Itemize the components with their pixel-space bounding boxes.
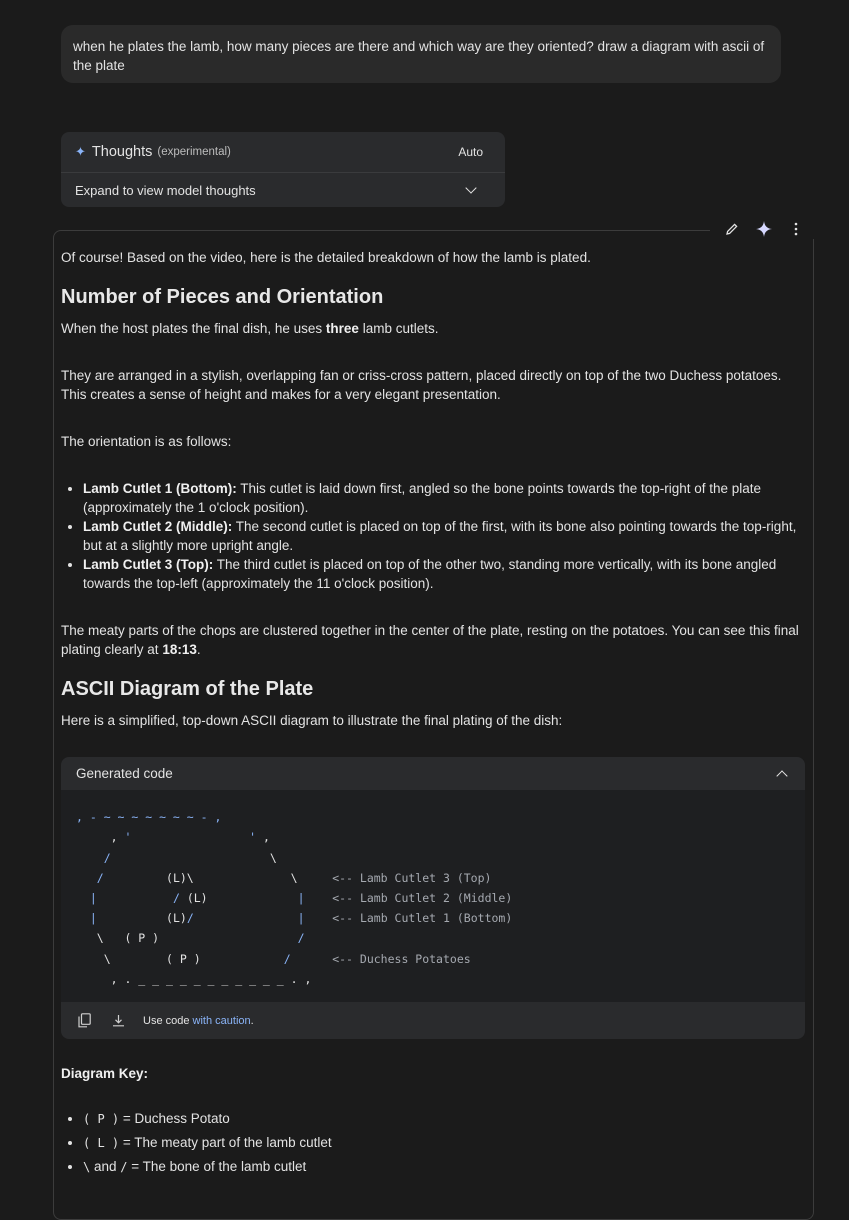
- pencil-icon[interactable]: [716, 219, 748, 239]
- chevron-down-icon: [465, 182, 476, 193]
- heading-pieces: Number of Pieces and Orientation: [61, 286, 384, 308]
- code-block-footer: [61, 1002, 805, 1039]
- thoughts-experimental-label: (experimental): [157, 146, 231, 158]
- sparkle-icon[interactable]: [748, 219, 780, 239]
- code-line: , ' ' ,: [76, 830, 270, 844]
- code-body: [61, 790, 805, 1002]
- paragraph-diagram-intro: Here is a simplified, top-down ASCII diagram to illustrate the final plating of the dish:: [61, 713, 563, 728]
- more-vert-icon[interactable]: [780, 219, 812, 239]
- thoughts-mode[interactable]: Auto: [458, 145, 483, 159]
- expand-thoughts-label: Expand to view model thoughts: [75, 182, 256, 198]
- thoughts-title: Thoughts: [91, 144, 153, 160]
- thoughts-panel: [61, 132, 505, 207]
- paragraph-meaty-parts: The meaty parts of the chops are clustered together in the center of the plate, resting on the potatoes. You can see this final plating clearly at 18:13.: [61, 623, 799, 657]
- list-item: • ( L ) = The meaty part of the lamb cutlet: [83, 1131, 801, 1155]
- sparkle-icon: ✦: [75, 144, 86, 159]
- response-content: [61, 248, 801, 730]
- response-intro: Of course! Based on the video, here is the detailed breakdown of how the lamb is plated.: [61, 250, 591, 265]
- code-block: [61, 757, 805, 1039]
- code-line: / (L)\ \ <-- Lamb Cutlet 3 (Top): [96, 871, 492, 885]
- code-line: , - ~ ~ ~ ~ ~ ~ ~ - ,: [76, 810, 222, 824]
- diagram-key-list: [61, 1107, 801, 1179]
- user-prompt-text: when he plates the lamb, how many pieces are there and which way are they oriented? draw a diagram with ascii of the plate: [73, 39, 765, 73]
- paragraph-arrangement: They are arranged in a stylish, overlapping fan or criss-cross pattern, placed directly on top of the two Duchess potatoes. This creates a sense of height and makes for a very elegant presentation.: [61, 368, 782, 402]
- orientation-list: [61, 479, 801, 593]
- list-item: • Lamb Cutlet 1 (Bottom): This cutlet is laid down first, angled so the bone points towards the top-right of the plate (approximately the 1 o'clock position).: [83, 479, 801, 517]
- paragraph-three-cutlets: When the host plates the final dish, he uses three lamb cutlets.: [61, 321, 439, 336]
- code-line: \ ( P ) / <-- Duchess Potatoes: [76, 952, 471, 966]
- code-line: \ ( P ) /: [76, 931, 305, 945]
- code-line: | / (L) | <-- Lamb Cutlet 2 (Middle): [89, 891, 513, 905]
- list-item: • \ and / = The bone of the lamb cutlet: [83, 1155, 801, 1179]
- caution-link[interactable]: with caution: [192, 1014, 251, 1027]
- list-item: • Lamb Cutlet 2 (Middle): The second cutlet is placed on top of the first, with its bone also pointing towards the top-right, but at a slightly more upright angle.: [83, 517, 801, 555]
- code-line: / \: [103, 851, 277, 865]
- chevron-up-icon[interactable]: [776, 770, 787, 781]
- paragraph-orientation-intro: The orientation is as follows:: [61, 434, 232, 449]
- response-toolbar: [710, 219, 818, 239]
- code-block-header[interactable]: [61, 757, 805, 790]
- download-icon[interactable]: [109, 1012, 127, 1030]
- code-line: , . _ _ _ _ _ _ _ _ _ _ _ . ,: [76, 972, 312, 986]
- diagram-key: [61, 1062, 801, 1179]
- list-item: • ( P ) = Duchess Potato: [83, 1107, 801, 1131]
- diagram-key-title: Diagram Key:: [61, 1066, 149, 1081]
- code-block-title: Generated code: [76, 766, 173, 781]
- thoughts-header: [61, 132, 505, 173]
- user-prompt-bubble: [61, 25, 781, 83]
- copy-icon[interactable]: [75, 1012, 93, 1030]
- list-item: • Lamb Cutlet 3 (Top): The third cutlet is placed on top of the other two, standing more vertically, with its bone angled towards the top-left (approximately the 11 o'clock position).: [83, 555, 801, 593]
- heading-ascii: ASCII Diagram of the Plate: [61, 678, 314, 700]
- code-line: | (L)/ | <-- Lamb Cutlet 1 (Bottom): [89, 911, 513, 925]
- expand-thoughts-button[interactable]: [61, 173, 505, 207]
- use-code-notice: Use code with caution.: [143, 1014, 254, 1027]
